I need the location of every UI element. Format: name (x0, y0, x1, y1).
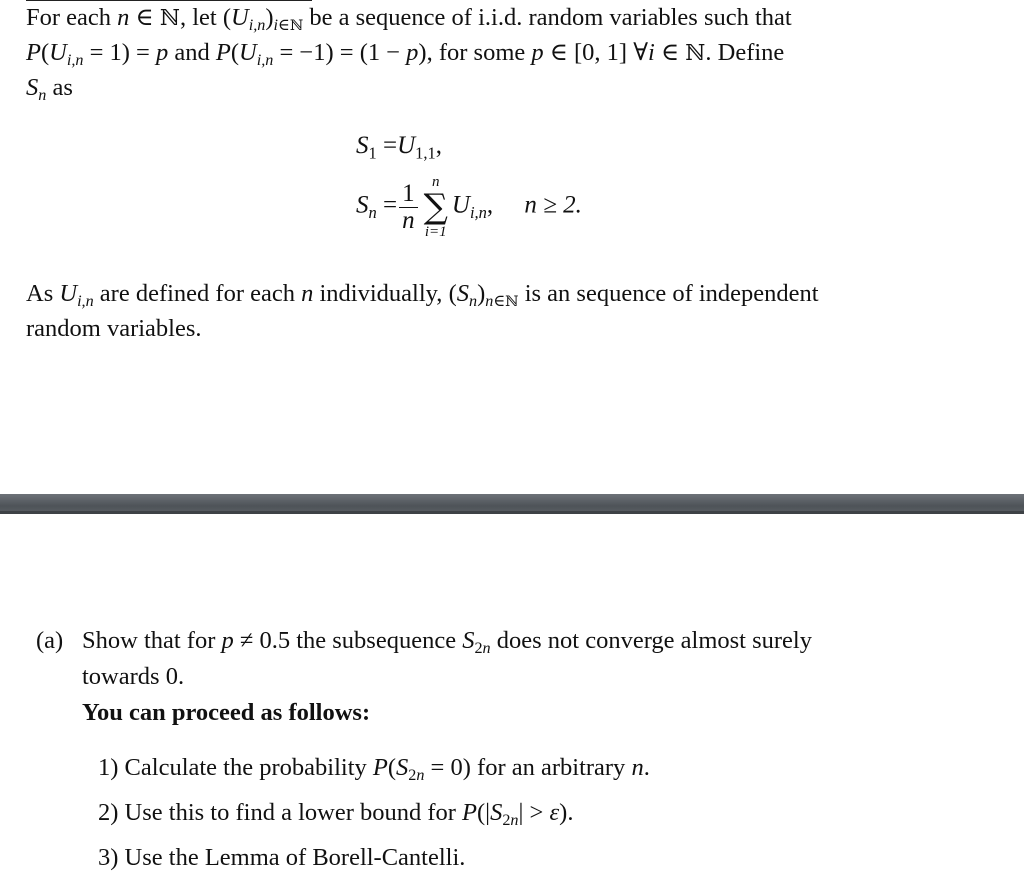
intro-line-1: For each n ∈ ℕ, let $(U_{i,n})_{i\in ℕ}$ be a sequence of i.i.d. random variables such that (26, 4, 792, 35)
sum-operator: n ∑ i=1 (423, 174, 448, 240)
part-a-line-2: towards 0. (82, 663, 185, 690)
intro-line-2: $P(U_{i,n} = 1) = p$ and $P(U_{i,n} = -1) = (1 - p)$, for some p ∈ [0, 1] ∀i ∈ ℕ. Define (26, 39, 785, 70)
intro-line-3: $S_n$ as (26, 74, 73, 105)
step-2: 2) Use this to find a lower bound for $P(|S_{2n}| > \varepsilon)$. (98, 799, 574, 830)
hint-heading: You can proceed as follows: (82, 699, 371, 726)
note-line-2: random variables. (26, 315, 202, 342)
section-divider (0, 494, 1024, 514)
note-line-1: As $U_{i,n}$ are defined for each n individually, $(S_n)_{n\in ℕ}$ is an sequence of independent (26, 280, 819, 311)
step-3: 3) Use the Lemma of Borell-Cantelli. (98, 844, 466, 871)
fraction-1-over-n: $\frac{1}{n}$ (399, 181, 418, 234)
equation-sn: $S_n$ = $\frac{1}{n}$ n ∑ i=1 $U_{i,n}$, n ≥ 2. (356, 174, 582, 240)
part-a-line-1: Show that for p ≠ 0.5 the subsequence $S_{2n}$ does not converge almost surely (82, 627, 812, 658)
step-1: 1) Calculate the probability $P(S_{2n} = 0)$ for an arbitrary n. (98, 754, 650, 785)
equation-s1: $S_1 =U_{1,1}$, (356, 132, 443, 163)
part-a-label: (a) (36, 627, 64, 654)
